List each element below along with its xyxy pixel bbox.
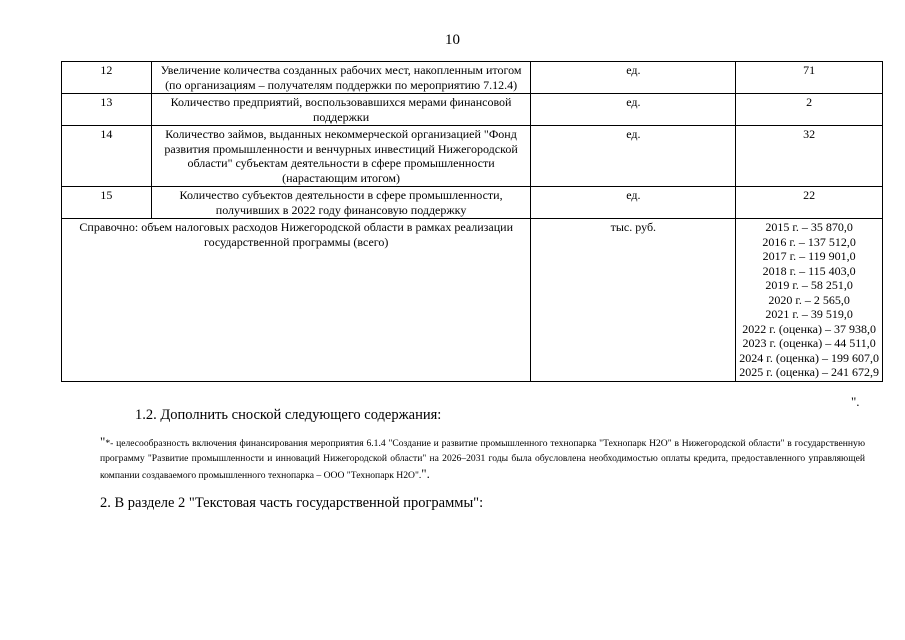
footnote-text — [100, 434, 865, 483]
table-row — [62, 62, 883, 94]
indicator-name-line: развития промышленности и венчурных инвестиций Нижегородской — [164, 141, 518, 156]
table-row — [62, 187, 883, 219]
table-row — [62, 126, 883, 187]
indicator-name-line: области" субъектам деятельности в сфере промышленности — [187, 156, 495, 170]
page-number: 10 — [445, 32, 460, 48]
indicator-name-line: Количество предприятий, воспользовавшихся мерами финансовой — [170, 95, 512, 109]
reference-label-line: государственной программы (всего) — [203, 234, 389, 249]
paragraph-1-2: 1.2. Дополнить сноской следующего содержания: — [135, 407, 442, 423]
reference-value: 2020 г. – 2 565,0 — [768, 292, 850, 307]
reference-value: 2025 г. (оценка) – 241 672,9 — [739, 365, 879, 379]
indicator-name-line: поддержки — [312, 109, 370, 124]
indicator-name-line: Количество субъектов деятельности в сфере промышленности, — [179, 188, 503, 202]
indicator-name — [151, 62, 531, 94]
reference-value: 2024 г. (оценка) – 199 607,0 — [739, 350, 879, 365]
indicator-value: 71 — [736, 62, 883, 94]
indicator-name-line: Увеличение количества созданных рабочих мест, накопленным итогом — [160, 63, 522, 77]
row-number: 12 — [62, 62, 152, 94]
indicator-name-line: (нарастающим итогом) — [282, 170, 400, 185]
indicator-name-line: получивших в 2022 году финансовую поддержку — [215, 202, 467, 217]
table-row — [62, 94, 883, 126]
indicator-name-line: Количество займов, выданных некоммерческой организацией "Фонд — [165, 127, 517, 141]
indicator-unit: ед. — [531, 94, 736, 126]
indicator-unit: ед. — [531, 126, 736, 187]
indicators-table — [61, 61, 883, 382]
footnote-close-quote: ". — [421, 466, 430, 481]
reference-label — [62, 219, 531, 382]
reference-value: 2016 г. – 137 512,0 — [762, 234, 856, 249]
indicator-value: 2 — [736, 94, 883, 126]
row-number: 13 — [62, 94, 152, 126]
reference-value: 2019 г. – 58 251,0 — [765, 278, 853, 292]
paragraph-2: 2. В разделе 2 "Текстовая часть государственной программы": — [100, 495, 484, 511]
indicator-unit: ед. — [531, 187, 736, 219]
reference-value: 2022 г. (оценка) – 37 938,0 — [742, 321, 876, 336]
indicator-name-line: (по организациям – получателям поддержки по мероприятию 7.12.4) — [165, 77, 518, 92]
reference-value: 2018 г. – 115 403,0 — [762, 263, 856, 278]
indicator-unit: ед. — [531, 62, 736, 94]
reference-value: 2021 г. – 39 519,0 — [765, 307, 853, 321]
indicator-name — [151, 94, 531, 126]
reference-value: 2017 г. – 119 901,0 — [762, 249, 856, 263]
footnote-body: *- целесообразность включения финансирования мероприятия 6.1.4 "Создание и развитие промышленного технопарка "Технопарк H2O" в Нижегородской области" в государственную программу "Развитие промышленности и инноваций Нижегородской области" на 2026–2031 годы была обусловлена необходимостью оплаты кредита, предоставленного управляющей компании создаваемого промышленного технопарка – ООО "Технопарк H2O". — [100, 438, 865, 481]
row-number: 14 — [62, 126, 152, 187]
reference-unit: тыс. руб. — [531, 219, 736, 382]
reference-value: 2015 г. – 35 870,0 — [765, 220, 853, 234]
row-number: 15 — [62, 187, 152, 219]
indicator-value: 22 — [736, 187, 883, 219]
indicator-name — [151, 187, 531, 219]
reference-label-line: Справочно: объем налоговых расходов Нижегородской области в рамках реализации — [79, 220, 514, 234]
indicator-name — [151, 126, 531, 187]
reference-values — [736, 219, 883, 382]
closing-quote: ". — [851, 394, 860, 409]
table-row-reference — [62, 219, 883, 382]
footnote-open-quote: " — [100, 434, 106, 449]
indicator-value: 32 — [736, 126, 883, 187]
reference-value: 2023 г. (оценка) – 44 511,0 — [742, 336, 876, 350]
